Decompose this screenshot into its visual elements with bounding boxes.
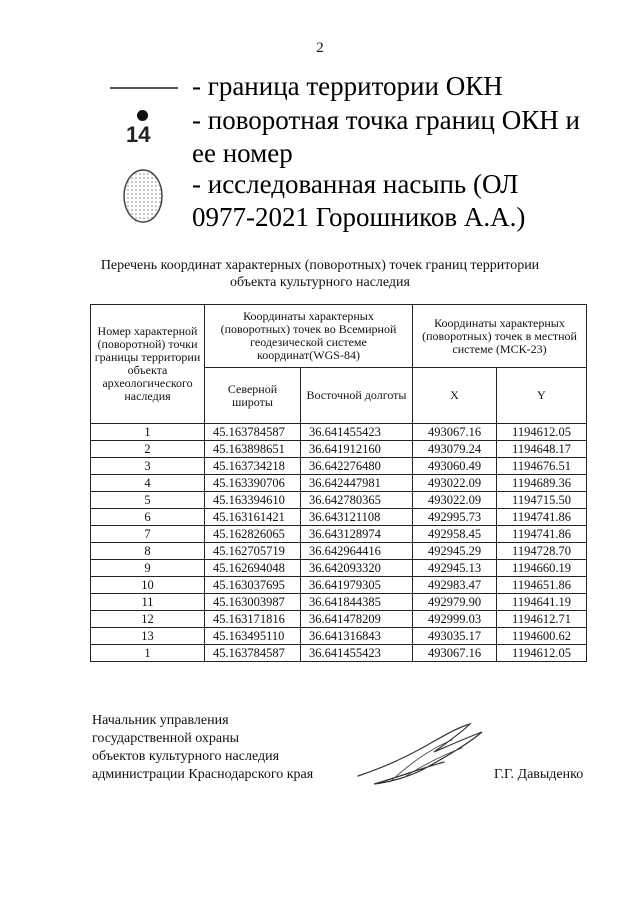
cell-point-number: 8 [91, 543, 205, 560]
cell-longitude: 36.642276480 [301, 458, 413, 475]
cell-y: 1194660.19 [497, 560, 587, 577]
cell-longitude: 36.642780365 [301, 492, 413, 509]
cell-point-number: 12 [91, 611, 205, 628]
cell-latitude: 45.162705719 [205, 543, 301, 560]
header-msk23: Координаты характерных (поворотных) точек в местной системе (МСК-23) [413, 305, 587, 368]
table-row [91, 526, 587, 543]
cell-latitude: 45.163898651 [205, 441, 301, 458]
cell-x: 493035.17 [413, 628, 497, 645]
cell-x: 493067.16 [413, 424, 497, 441]
table-row [91, 475, 587, 492]
legend-text: - граница территории ОКН [192, 71, 503, 101]
cell-latitude: 45.163734218 [205, 458, 301, 475]
cell-point-number: 2 [91, 441, 205, 458]
position-line: Начальник управления [92, 713, 229, 728]
cell-point-number: 5 [91, 492, 205, 509]
cell-latitude: 45.163037695 [205, 577, 301, 594]
cell-x: 492945.29 [413, 543, 497, 560]
cell-longitude: 36.642447981 [301, 475, 413, 492]
cell-x: 493079.24 [413, 441, 497, 458]
position-line: государственной охраны [92, 731, 240, 746]
page-number: 2 [316, 40, 324, 56]
cell-y: 1194612.05 [497, 645, 587, 662]
table-row [91, 543, 587, 560]
cell-point-number: 7 [91, 526, 205, 543]
cell-latitude: 45.163784587 [205, 424, 301, 441]
cell-y: 1194648.17 [497, 441, 587, 458]
cell-point-number: 4 [91, 475, 205, 492]
cell-longitude: 36.643128974 [301, 526, 413, 543]
cell-x: 492983.47 [413, 577, 497, 594]
cell-longitude: 36.642964416 [301, 543, 413, 560]
cell-latitude: 45.163003987 [205, 594, 301, 611]
coordinates-table [90, 304, 587, 662]
handwritten-signature-icon [352, 718, 490, 790]
cell-y: 1194741.86 [497, 526, 587, 543]
table-row [91, 577, 587, 594]
table-row [91, 441, 587, 458]
cell-longitude: 36.642093320 [301, 560, 413, 577]
position-line: объектов культурного наследия [92, 749, 280, 764]
cell-longitude: 36.641912160 [301, 441, 413, 458]
cell-latitude: 45.163784587 [205, 645, 301, 662]
header-wgs84: Координаты характерных (поворотных) точек во Всемирной геодезической системе координат(WGS-84) [205, 305, 413, 368]
boundary-line-icon [110, 87, 178, 89]
cell-point-number: 6 [91, 509, 205, 526]
signature-position [92, 712, 313, 784]
table-row [91, 560, 587, 577]
legend-text: 0977-2021 Горошников А.А.) [192, 202, 526, 232]
table-row [91, 424, 587, 441]
header-x: X [413, 368, 497, 424]
legend-text: - исследованная насыпь (ОЛ [192, 169, 519, 199]
cell-x: 492995.73 [413, 509, 497, 526]
cell-x: 492979.90 [413, 594, 497, 611]
cell-x: 492958.45 [413, 526, 497, 543]
cell-y: 1194741.86 [497, 509, 587, 526]
cell-y: 1194612.05 [497, 424, 587, 441]
turning-point-number: 14 [126, 122, 151, 147]
cell-x: 493022.09 [413, 492, 497, 509]
cell-x: 492945.13 [413, 560, 497, 577]
cell-latitude: 45.163171816 [205, 611, 301, 628]
cell-x: 493022.09 [413, 475, 497, 492]
table-row [91, 458, 587, 475]
cell-y: 1194676.51 [497, 458, 587, 475]
cell-longitude: 36.641316843 [301, 628, 413, 645]
cell-x: 492999.03 [413, 611, 497, 628]
cell-y: 1194715.50 [497, 492, 587, 509]
cell-longitude: 36.641455423 [301, 424, 413, 441]
turning-point-icon [137, 110, 148, 121]
mound-oval-icon [122, 168, 164, 224]
cell-y: 1194689.36 [497, 475, 587, 492]
cell-y: 1194612.71 [497, 611, 587, 628]
cell-latitude: 45.162826065 [205, 526, 301, 543]
legend-text: ее номер [192, 138, 293, 168]
header-y: Y [497, 368, 587, 424]
cell-point-number: 3 [91, 458, 205, 475]
table-row [91, 628, 587, 645]
cell-point-number: 1 [91, 645, 205, 662]
cell-point-number: 1 [91, 424, 205, 441]
legend-text: - поворотная точка границ ОКН и [192, 105, 580, 135]
caption-line: объекта культурного наследия [230, 275, 410, 290]
position-line: администрации Краснодарского края [92, 767, 314, 782]
table-row [91, 492, 587, 509]
cell-y: 1194651.86 [497, 577, 587, 594]
table-row [91, 509, 587, 526]
table-row [91, 645, 587, 662]
caption-line: Перечень координат характерных (поворотных) точек границ территории [100, 258, 540, 273]
cell-point-number: 9 [91, 560, 205, 577]
cell-x: 493060.49 [413, 458, 497, 475]
cell-latitude: 45.163495110 [205, 628, 301, 645]
cell-latitude: 45.163161421 [205, 509, 301, 526]
cell-point-number: 10 [91, 577, 205, 594]
table-row [91, 594, 587, 611]
cell-latitude: 45.162694048 [205, 560, 301, 577]
table-caption [60, 257, 580, 291]
cell-y: 1194600.62 [497, 628, 587, 645]
header-east-longitude: Восточной долготы [301, 368, 413, 424]
cell-y: 1194641.19 [497, 594, 587, 611]
cell-latitude: 45.163390706 [205, 475, 301, 492]
cell-latitude: 45.163394610 [205, 492, 301, 509]
cell-longitude: 36.641844385 [301, 594, 413, 611]
cell-point-number: 11 [91, 594, 205, 611]
cell-point-number: 13 [91, 628, 205, 645]
cell-y: 1194728.70 [497, 543, 587, 560]
header-north-latitude: Северной широты [205, 368, 301, 424]
cell-x: 493067.16 [413, 645, 497, 662]
signatory-name: Г.Г. Давыденко [494, 767, 584, 782]
table-row [91, 611, 587, 628]
cell-longitude: 36.641478209 [301, 611, 413, 628]
cell-longitude: 36.643121108 [301, 509, 413, 526]
cell-longitude: 36.641455423 [301, 645, 413, 662]
cell-longitude: 36.641979305 [301, 577, 413, 594]
header-point-number: Номер характерной (поворотной) точки границы территории объекта археологического наследия [91, 305, 205, 424]
